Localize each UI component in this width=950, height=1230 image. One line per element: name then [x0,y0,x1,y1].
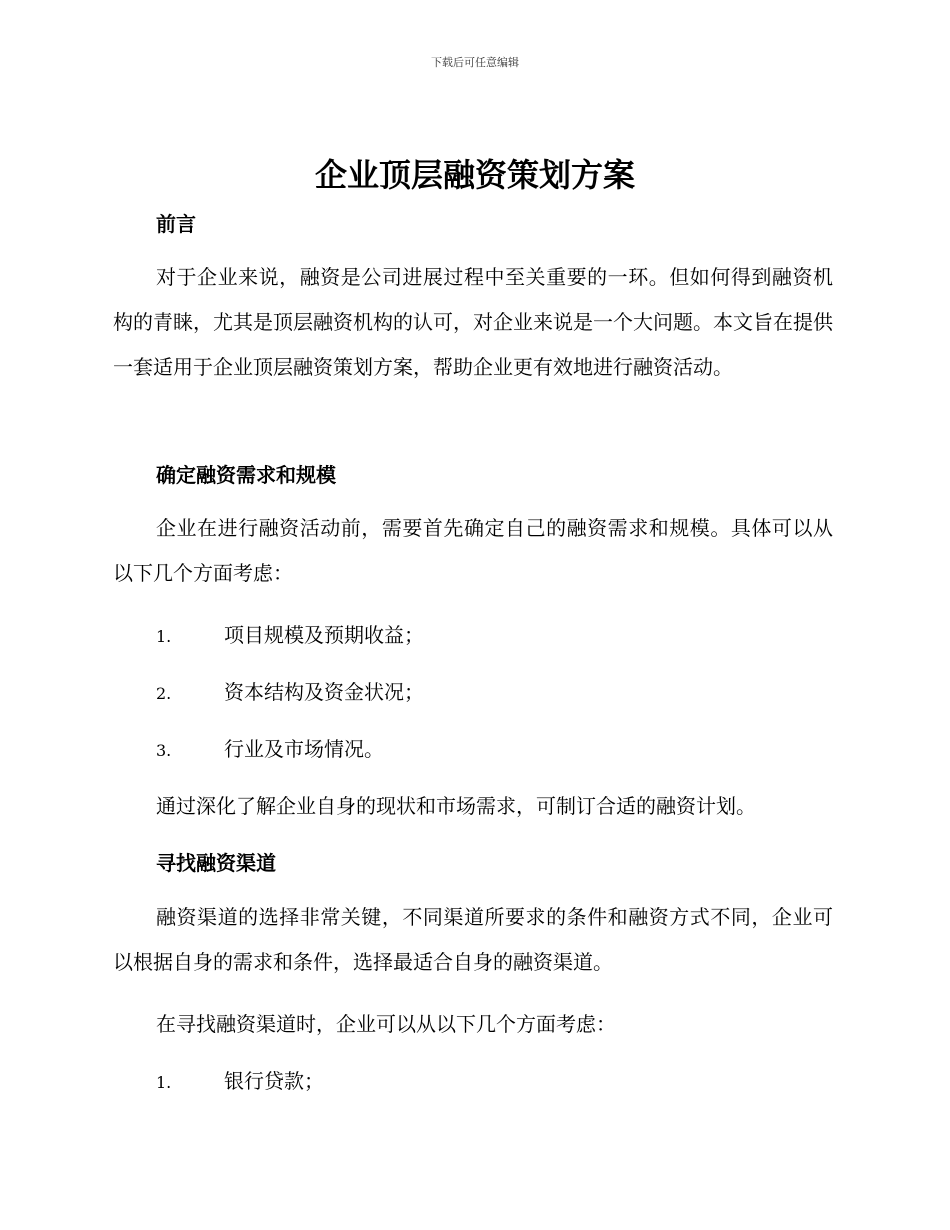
list-item [156,1065,324,1094]
document-title: 企业顶层融资策划方案 [314,156,635,194]
list-item-number: 1. [156,627,172,646]
list-item-number: 1. [156,1073,172,1092]
list-item-text: 行业及市场情况。 [224,737,384,761]
page-header-note: 下载后可任意编辑 [431,56,519,69]
intro-paragraph: 对于企业来说，融资是公司进展过程中至关重要的一环。但如何得到融资机构的青睐，尤其是顶层融资机构的认可，对企业来说是一个大问题。本文旨在提供一套适用于企业顶层融资策划方案，帮助企业更有效地进行融资活动。 [113,265,833,379]
list-item [156,733,384,762]
needs-conclusion: 通过深化了解企业自身的现状和市场需求，可制订合适的融资计划。 [156,794,756,818]
list-item-text: 资本结构及资金状况； [224,680,424,704]
needs-paragraph: 企业在进行融资活动前，需要首先确定自己的融资需求和规模。具体可以从以下几个方面考虑： [113,516,833,585]
list-item-number: 3. [156,741,172,760]
section-heading-intro: 前言 [156,212,196,236]
list-item-text: 银行贷款； [224,1069,324,1093]
list-item-number: 2. [156,684,172,703]
list-item-text: 项目规模及预期收益； [224,623,424,647]
section-heading-needs: 确定融资需求和规模 [156,463,336,487]
section-heading-channels: 寻找融资渠道 [156,851,276,875]
list-item [156,676,424,705]
channels-paragraph: 融资渠道的选择非常关键，不同渠道所要求的条件和融资方式不同，企业可以根据自身的需求和条件，选择最适合自身的融资渠道。 [113,905,833,974]
channels-intro-line: 在寻找融资渠道时，企业可以从以下几个方面考虑： [156,1012,616,1036]
list-item [156,619,424,648]
